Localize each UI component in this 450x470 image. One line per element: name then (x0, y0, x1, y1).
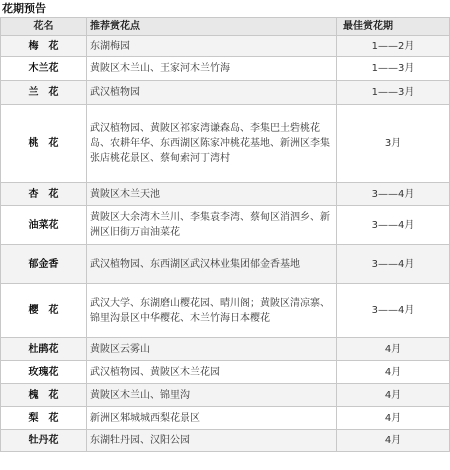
flower-name: 梨 花 (1, 407, 87, 430)
best-period: 3——4月 (337, 206, 450, 245)
flower-name: 樱 花 (1, 284, 87, 338)
best-period: 1——3月 (337, 57, 450, 81)
table-row (1, 105, 450, 183)
flower-name: 槐 花 (1, 384, 87, 407)
viewing-spot: 东湖梅园 (87, 36, 337, 57)
viewing-spot: 黄陂区木兰山、锦里沟 (87, 384, 337, 407)
blossom-schedule-table (0, 17, 450, 452)
table-caption: 花期预告 (2, 2, 46, 15)
flower-name: 木兰花 (1, 57, 87, 81)
best-period: 3——4月 (337, 284, 450, 338)
viewing-spot: 武汉植物园、东西湖区武汉林业集团郁金香基地 (87, 245, 337, 284)
best-period: 1——3月 (337, 81, 450, 105)
flower-name: 杏 花 (1, 183, 87, 206)
best-period: 4月 (337, 430, 450, 452)
viewing-spot: 黄陂区木兰天池 (87, 183, 337, 206)
header-flower-name: 花名 (1, 18, 87, 36)
table-row (1, 206, 450, 245)
best-period: 3——4月 (337, 245, 450, 284)
table-row (1, 245, 450, 284)
best-period: 3——4月 (337, 183, 450, 206)
viewing-spot: 黄陂区大余湾木兰川、李集袁李湾、蔡甸区消泗乡、新洲区旧街万亩油菜花 (87, 206, 337, 245)
viewing-spot: 黄陂区云雾山 (87, 338, 337, 361)
viewing-spot: 武汉大学、东湖磨山樱花园、晴川阁；黄陂区清凉寨、锦里沟景区中华樱花、木兰竹海日本樱花 (87, 284, 337, 338)
flower-name: 梅 花 (1, 36, 87, 57)
table-row (1, 36, 450, 57)
best-period: 4月 (337, 338, 450, 361)
table-row (1, 407, 450, 430)
table-row (1, 183, 450, 206)
table-row (1, 81, 450, 105)
flower-name: 郁金香 (1, 245, 87, 284)
header-viewing-spot: 推荐赏花点 (87, 18, 337, 36)
viewing-spot: 武汉植物园、黄陂区木兰花园 (87, 361, 337, 384)
flower-name: 牡丹花 (1, 430, 87, 452)
table-row (1, 284, 450, 338)
viewing-spot: 武汉植物园 (87, 81, 337, 105)
best-period: 4月 (337, 407, 450, 430)
viewing-spot: 新洲区邾城城西梨花景区 (87, 407, 337, 430)
best-period: 4月 (337, 384, 450, 407)
flower-name: 油菜花 (1, 206, 87, 245)
table-row (1, 57, 450, 81)
best-period: 4月 (337, 361, 450, 384)
viewing-spot: 黄陂区木兰山、王家河木兰竹海 (87, 57, 337, 81)
best-period: 1——2月 (337, 36, 450, 57)
table-row (1, 361, 450, 384)
flower-name: 兰 花 (1, 81, 87, 105)
header-best-period: 最佳赏花期 (337, 18, 450, 36)
flower-name: 桃 花 (1, 105, 87, 183)
flower-name: 玫瑰花 (1, 361, 87, 384)
viewing-spot: 东湖牡丹园、汉阳公园 (87, 430, 337, 452)
viewing-spot: 武汉植物园、黄陂区祁家湾谦森岛、李集巴土砦桃花岛、农耕年华、东西湖区陈家冲桃花基地、新洲区李集张店桃花景区、蔡甸索河丁湾村 (87, 105, 337, 183)
table-row (1, 384, 450, 407)
table-header-row (1, 18, 450, 36)
best-period: 3月 (337, 105, 450, 183)
flower-name: 杜鹃花 (1, 338, 87, 361)
table-row (1, 430, 450, 452)
table-row (1, 338, 450, 361)
